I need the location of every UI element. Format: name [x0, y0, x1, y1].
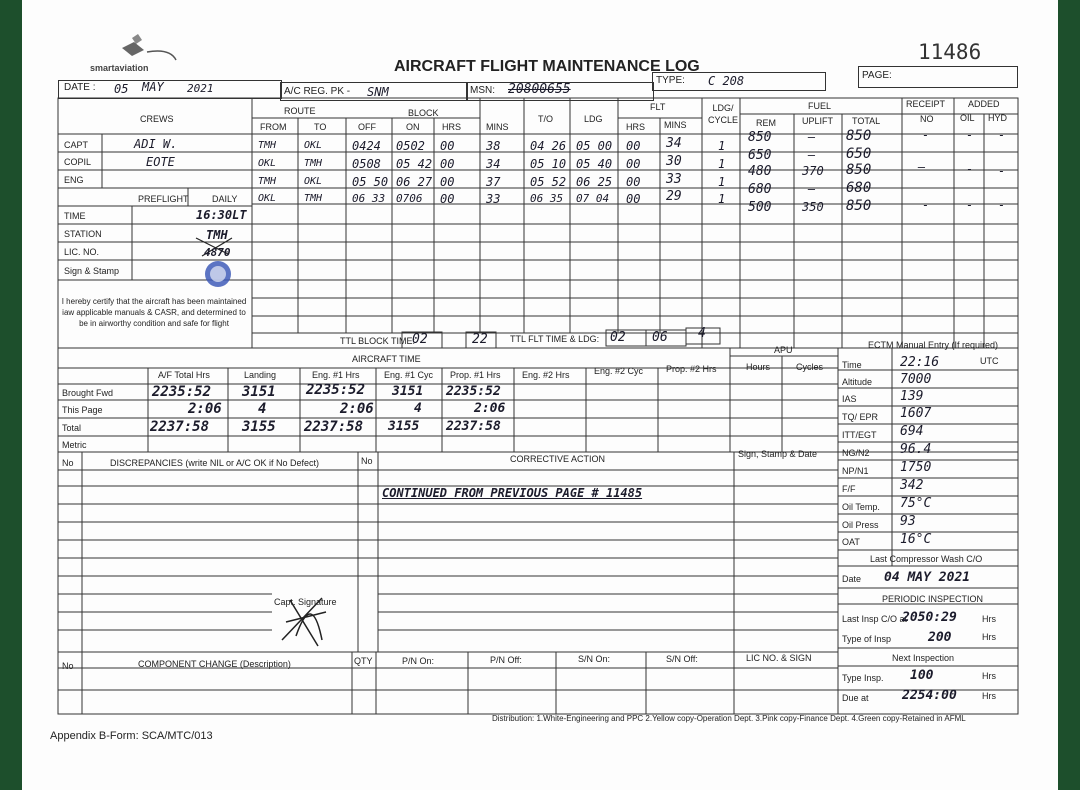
leg2-ldg-time: 05 40 [576, 157, 613, 171]
takeoff-header: T/O [538, 114, 553, 124]
leg2-off: 0508 [352, 157, 381, 171]
comp-lic: LIC NO. & SIGN [746, 653, 812, 663]
at-tp-eng1cyc: 4 [414, 401, 422, 416]
msn-value: 20800655 [508, 82, 571, 97]
disc-no-label: No [62, 458, 74, 468]
type-insp-hrs: Hrs [982, 632, 996, 642]
flt-mins-header: MINS [664, 120, 687, 130]
daily-label: DAILY [212, 194, 238, 204]
daily-time: 16:30LT [196, 208, 247, 222]
fuel3-oil: - [966, 162, 974, 176]
leg3-flt-hrs: 00 [626, 175, 641, 189]
apu-label: APU [774, 345, 793, 355]
at-bf-prop1: 2235:52 [446, 384, 501, 399]
leg4-from: OKL [258, 193, 277, 204]
date-month: MAY [142, 80, 164, 94]
leg1-ldg-time: 05 00 [576, 139, 613, 153]
leg3-to-time: 05 52 [530, 175, 567, 189]
oil-header: OIL [960, 113, 975, 123]
leg3-from: TMH [258, 176, 277, 187]
leg2-flt-mins: 30 [666, 154, 682, 169]
ttl-block-mins: 22 [472, 332, 488, 347]
date-year: 2021 [187, 82, 214, 95]
at-tot-eng1cyc: 3155 [388, 419, 420, 434]
rem-header: REM [756, 118, 776, 128]
fuel2-total: 650 [846, 146, 872, 162]
ectm-label-altitude: Altitude [842, 377, 873, 387]
ectm-label-tq: TQ/ EPR [842, 412, 879, 422]
leg2-cycle: 1 [718, 157, 726, 171]
leg1-flt-hrs: 00 [626, 139, 641, 153]
log-sheet [22, 0, 1058, 790]
leg3-hrs: 00 [440, 175, 455, 189]
fuel1-receipt: - [922, 128, 930, 142]
leg3-ldg-time: 06 25 [576, 175, 613, 189]
added-header: ADDED [968, 99, 1000, 109]
apu-cycles: Cycles [796, 362, 824, 372]
fuel2-uplift: — [808, 148, 816, 162]
leg1-on: 0502 [396, 139, 425, 153]
fuel5-rem: 500 [748, 200, 772, 215]
form-number: 11486 [918, 40, 982, 64]
periodic-label: PERIODIC INSPECTION [882, 594, 984, 604]
crew-role-copil: COPIL [64, 157, 92, 167]
ectm-utc: UTC [980, 356, 999, 366]
leg4-flt-hrs: 00 [626, 192, 641, 206]
fuel5-oil: - [966, 198, 974, 212]
ectm-label-time: Time [842, 360, 862, 370]
leg3-cycle: 1 [718, 175, 726, 189]
leg3-flt-mins: 33 [666, 172, 682, 187]
fuel5-uplift: 350 [802, 200, 824, 214]
leg4-to: TMH [304, 193, 323, 204]
at-tp-eng1hrs: 2:06 [340, 401, 374, 417]
receipt-no-header: NO [920, 114, 934, 124]
time-label: TIME [64, 211, 86, 221]
sign-stamp-date-label: Sign, Stamp & Date [738, 449, 818, 459]
leg2-hrs: 00 [440, 157, 455, 171]
ectm-title: ECTM Manual Entry (If required) [868, 340, 999, 350]
comp-pn-off: P/N Off: [490, 655, 522, 665]
from-header: FROM [260, 122, 287, 132]
mins-header: MINS [486, 122, 509, 132]
leg4-ldg-time: 07 04 [576, 192, 610, 205]
leg1-mins: 38 [486, 139, 501, 153]
fuel3-rem: 480 [748, 164, 772, 179]
ectm-value-ff: 342 [900, 478, 924, 493]
fuel3-uplift: 370 [802, 164, 824, 178]
ectm-value-time: 22:16 [900, 355, 940, 370]
fuel3-receipt: — [918, 160, 926, 174]
ectm-value-oat: 16°C [900, 532, 932, 547]
disc-label: DISCREPANCIES (write NIL or A/C OK if No Defect) [110, 458, 320, 468]
fuel1-total: 850 [846, 128, 872, 144]
fuel4-total: 680 [846, 180, 872, 196]
preflight-label: PREFLIGHT [138, 194, 189, 204]
leg4-mins: 33 [486, 192, 501, 206]
at-col-eng1-hrs: Eng. #1 Hrs [312, 370, 360, 380]
ectm-label-ias: IAS [842, 394, 857, 404]
ectm-label-np: NP/N1 [842, 466, 869, 476]
due-value: 2254:00 [902, 688, 957, 703]
ectm-label-ng: NG/N2 [842, 448, 870, 458]
type-insp-value: 200 [928, 630, 952, 645]
at-row-brought: Brought Fwd [62, 388, 114, 398]
leg1-hrs: 00 [440, 139, 455, 153]
ectm-value-ias: 139 [900, 389, 924, 404]
disc-no2-label: No [361, 456, 373, 466]
sign-label: Sign & Stamp [64, 266, 120, 276]
next-type-value: 100 [910, 668, 934, 683]
ttl-flt-hours: 02 [610, 330, 626, 345]
flt-header: FLT [650, 102, 666, 112]
type-value: C 208 [708, 74, 745, 88]
fuel3-total: 850 [846, 162, 872, 178]
crew-role-eng: ENG [64, 175, 84, 185]
at-col-eng2-cyc: Eng. #2 Cyc [594, 366, 644, 376]
ectm-value-ng: 96.4 [900, 442, 932, 457]
date-day: 05 [114, 82, 129, 96]
block-header: BLOCK [408, 108, 439, 118]
ldg-header: LDG [584, 114, 603, 124]
reg-label: A/C REG. PK - [284, 86, 351, 97]
comp-pn-on: P/N On: [402, 656, 435, 666]
leg3-to: OKL [304, 176, 323, 187]
at-bf-af: 2235:52 [152, 384, 212, 400]
fuel5-hyd: - [998, 198, 1006, 212]
uplift-header: UPLIFT [802, 116, 834, 126]
lic-label: LIC. NO. [64, 247, 100, 257]
next-type-hrs: Hrs [982, 671, 996, 681]
fuel2-rem: 650 [748, 148, 772, 163]
daily-lic: 4870 [204, 246, 231, 259]
fuel1-hyd: - [998, 128, 1006, 142]
off-header: OFF [358, 122, 376, 132]
ttl-block-hours: 02 [412, 332, 428, 347]
hrs-header: HRS [442, 122, 462, 132]
at-row-thispage: This Page [62, 405, 103, 415]
fuel5-receipt: - [922, 198, 930, 212]
ectm-value-altitude: 7000 [900, 372, 932, 387]
ectm-value-oilpress: 93 [900, 514, 916, 529]
last-insp-value: 2050:29 [902, 610, 957, 625]
leg2-to-time: 05 10 [530, 157, 567, 171]
due-hrs: Hrs [982, 691, 996, 701]
leg4-off: 06 33 [352, 192, 386, 205]
at-col-eng2-hrs: Eng. #2 Hrs [522, 370, 570, 380]
crew-name-capt: ADI W. [134, 137, 178, 151]
compressor-date-label: Date [842, 574, 862, 584]
ldg-cycle-header: LDG/ CYCLE [707, 103, 738, 125]
certify-text: I hereby certify that the aircraft has been maintained iaw applicable manuals & CASR, and determined to be in airworthy condition and safe for flight [61, 297, 247, 328]
route-header: ROUTE [284, 106, 316, 116]
at-tp-prop1: 2:06 [474, 401, 506, 416]
leg1-from: TMH [258, 140, 277, 151]
at-col-landing: Landing [244, 370, 277, 380]
crew-role-capt: CAPT [64, 140, 89, 150]
ectm-value-np: 1750 [900, 460, 932, 475]
ectm-label-oilpress: Oil Press [842, 520, 879, 530]
at-tot-prop1: 2237:58 [446, 419, 501, 434]
ttl-flt-mins: 06 [652, 330, 668, 345]
at-bf-eng1cyc: 3151 [392, 384, 424, 399]
at-row-metric: Metric [62, 440, 87, 450]
fuel-header: FUEL [808, 101, 832, 111]
leg2-from: OKL [258, 158, 277, 169]
at-tp-af: 2:06 [188, 401, 222, 417]
to-header: TO [314, 122, 327, 132]
capt-signature-label: Capt. Signature [274, 597, 337, 607]
corrective-label: CORRECTIVE ACTION [510, 454, 606, 464]
daily-station: TMH [206, 228, 228, 242]
fuel1-oil: - [966, 128, 974, 142]
fuel1-rem: 850 [748, 130, 772, 145]
next-type-label: Type Insp. [842, 673, 884, 683]
leg1-flt-mins: 34 [666, 136, 682, 151]
leg1-cycle: 1 [718, 139, 726, 153]
hyd-header: HYD [988, 113, 1008, 123]
type-label: TYPE: [656, 75, 685, 86]
at-tot-af: 2237:58 [150, 419, 210, 435]
type-insp-label: Type of Insp [842, 634, 892, 644]
crews-header: CREWS [140, 114, 174, 124]
ttl-flt-ldg: 4 [698, 326, 706, 341]
flt-hrs-header: HRS [626, 122, 646, 132]
comp-label: COMPONENT CHANGE (Description) [138, 659, 291, 669]
ectm-value-oiltemp: 75°C [900, 496, 932, 511]
at-col-eng1-cyc: Eng. #1 Cyc [384, 370, 434, 380]
ttl-block-label: TTL BLOCK TIME: [340, 336, 416, 346]
footer-form-no: Appendix B-Form: SCA/MTC/013 [50, 730, 213, 742]
comp-sn-off: S/N Off: [666, 654, 698, 664]
leg1-off: 0424 [352, 139, 381, 153]
fuel5-total: 850 [846, 198, 872, 214]
total-header: TOTAL [852, 116, 881, 126]
crew-name-copil: EOTE [146, 155, 175, 169]
fuel3-hyd: - [998, 164, 1006, 178]
at-bf-landing: 3151 [242, 384, 276, 400]
ectm-value-itt: 694 [900, 424, 924, 439]
next-insp-label: Next Inspection [892, 653, 955, 663]
leg1-to: OKL [304, 140, 323, 151]
leg1-to-time: 04 26 [530, 139, 567, 153]
page-title: AIRCRAFT FLIGHT MAINTENANCE LOG [394, 58, 700, 75]
leg2-on: 05 42 [396, 157, 433, 171]
reg-value: SNM [367, 85, 389, 99]
date-label: DATE : [64, 82, 96, 93]
aircraft-time-label: AIRCRAFT TIME [352, 354, 421, 364]
leg3-off: 05 50 [352, 175, 389, 189]
at-tp-landing: 4 [258, 401, 267, 417]
at-bf-eng1hrs: 2235:52 [306, 382, 366, 398]
last-insp-label: Last Insp C/O at [842, 614, 908, 624]
at-tot-eng1hrs: 2237:58 [304, 419, 364, 435]
ttl-flt-label: TTL FLT TIME & LDG: [510, 334, 600, 344]
leg4-hrs: 00 [440, 192, 455, 206]
leg3-mins: 37 [486, 175, 501, 189]
leg4-cycle: 1 [718, 192, 726, 206]
at-tot-landing: 3155 [242, 419, 276, 435]
brand-name: smartaviation [90, 63, 149, 73]
leg4-to-time: 06 35 [530, 192, 564, 205]
compressor-label: Last Compressor Wash C/O [870, 554, 983, 564]
fuel4-uplift: — [808, 182, 816, 196]
leg4-flt-mins: 29 [666, 189, 682, 204]
leg4-on: 0706 [396, 192, 423, 205]
fuel4-rem: 680 [748, 182, 772, 197]
on-header: ON [406, 122, 420, 132]
at-row-total: Total [62, 423, 82, 433]
comp-qty: QTY [354, 656, 373, 666]
ectm-label-itt: ITT/EGT [842, 430, 877, 440]
continued-note: CONTINUED FROM PREVIOUS PAGE # 11485 [382, 486, 643, 500]
last-insp-hrs: Hrs [982, 614, 996, 624]
station-label: STATION [64, 229, 102, 239]
leg3-on: 06 27 [396, 175, 433, 189]
at-col-prop2-hrs: Prop. #2 Hrs [666, 364, 717, 374]
apu-hours: Hours [746, 362, 771, 372]
page-label: PAGE: [862, 70, 892, 81]
comp-sn-on: S/N On: [578, 654, 611, 664]
compressor-date-value: 04 MAY 2021 [884, 570, 971, 585]
distribution-note: Distribution: 1.White-Engineering and PPC 2.Yellow copy-Operation Dept. 3.Pink copy-Finance Dept. 4.Green copy-Retained in AFML [492, 714, 966, 723]
at-col-prop1-hrs: Prop. #1 Hrs [450, 370, 501, 380]
due-label: Due at [842, 693, 869, 703]
leg2-flt-hrs: 00 [626, 157, 641, 171]
msn-label: MSN: [470, 85, 495, 96]
ectm-label-oiltemp: Oil Temp. [842, 502, 880, 512]
comp-no-label: No [62, 661, 74, 671]
ectm-label-oat: OAT [842, 537, 860, 547]
leg2-to: TMH [304, 158, 323, 169]
fuel1-uplift: — [808, 130, 816, 144]
ectm-label-ff: F/F [842, 484, 856, 494]
receipt-header: RECEIPT [906, 99, 946, 109]
at-col-af: A/F Total Hrs [158, 370, 210, 380]
ectm-value-tq: 1607 [900, 406, 932, 421]
leg2-mins: 34 [486, 157, 501, 171]
